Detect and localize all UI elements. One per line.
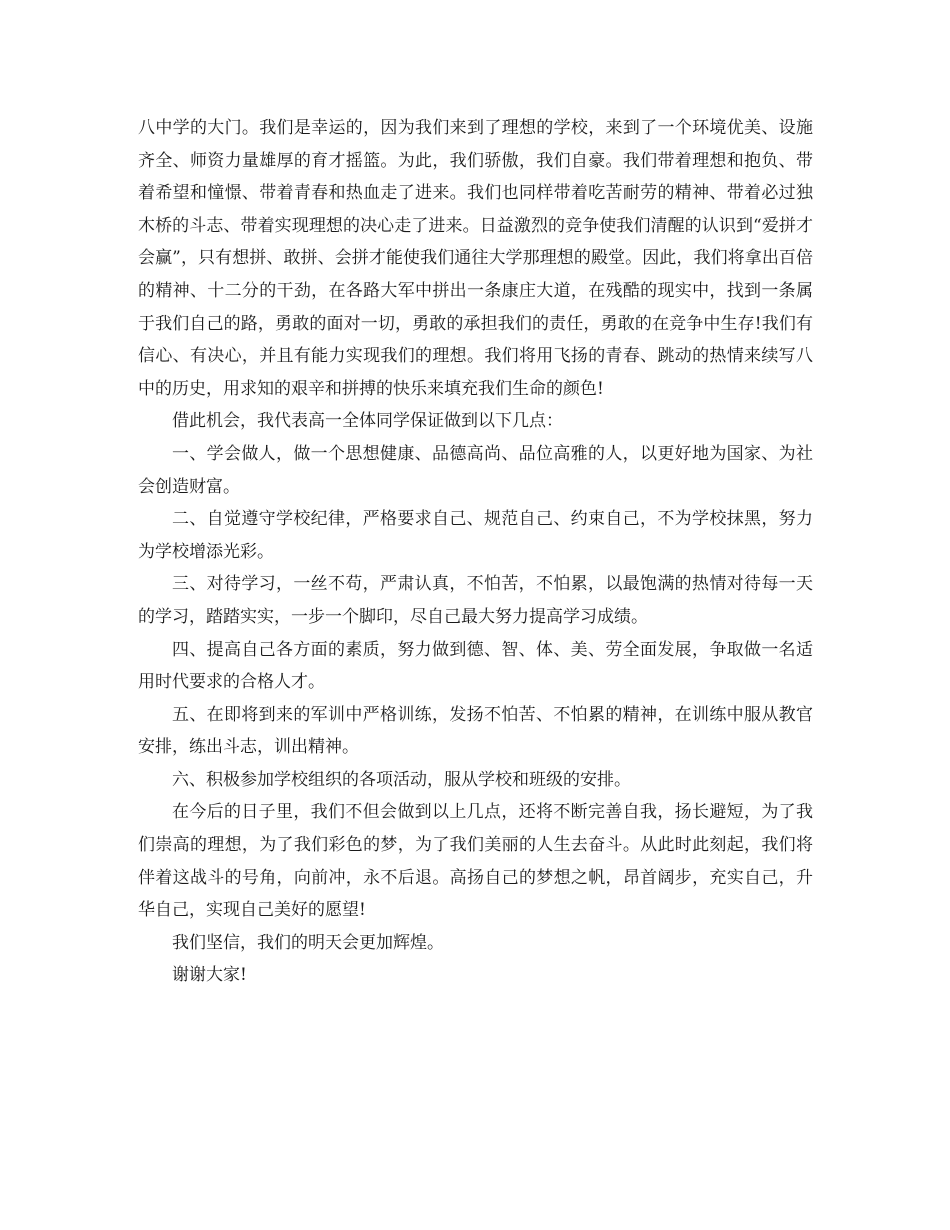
paragraph-continuation: 八中学的大门。我们是幸运的，因为我们来到了理想的学校，来到了一个环境优美、设施齐全、师资力量雄厚的育才摇篮。为此，我们骄傲，我们自豪。我们带着理想和抱负、带着希望和憧憬、带着青春和热血走了进来。我们也同样带着吃苦耐劳的精神、带着必过独木桥的斗志、带着实现理想的决心走了进来。日益激烈的竞争使我们清醒的认识到“爱拼才会赢”，只有想拼、敢拼、会拼才能使我们通往大学那理想的殿堂。因此，我们将拿出百倍的精神、十二分的干劲，在各路大军中拼出一条康庄大道，在残酷的现实中，找到一条属于我们自己的路，勇敢的面对一切，勇敢的承担我们的责任，勇敢的在竞争中生存!我们有信心、有决心，并且有能力实现我们的理想。我们将用飞扬的青春、跳动的热情来续写八中的历史，用求知的艰辛和拼搏的快乐来填充我们生命的颜色!: [138, 118, 813, 399]
body-text: [138, 112, 813, 992]
paragraph-item-1: 一、学会做人，做一个思想健康、品德高尚、品位高雅的人，以更好地为国家、为社会创造财富。: [138, 443, 813, 497]
paragraph-future: 在今后的日子里，我们不但会做到以上几点，还将不断完善自我，扬长避短，为了我们崇高的理想，为了我们彩色的梦，为了我们美丽的人生去奋斗。从此时此刻起，我们将伴着这战斗的号角，向前冲，永不后退。高扬自己的梦想之帆，昂首阔步，充实自己，升华自己，实现自己美好的愿望!: [138, 802, 813, 921]
paragraph-thanks: 谢谢大家!: [172, 965, 247, 986]
paragraph-item-4: 四、提高自己各方面的素质，努力做到德、智、体、美、劳全面发展，争取做一名适用时代要求的合格人才。: [138, 639, 813, 693]
paragraph-item-2: 二、自觉遵守学校纪律，严格要求自己、规范自己、约束自己，不为学校抹黑，努力为学校增添光彩。: [138, 509, 813, 562]
paragraph-pledge-intro: 借此机会，我代表高一全体同学保证做到以下几点：: [172, 411, 563, 432]
paragraph-item-5: 五、在即将到来的军训中严格训练，发扬不怕苦、不怕累的精神，在训练中服从教官安排，练出斗志，训出精神。: [138, 704, 813, 758]
paragraph-item-6: 六、积极参加学校组织的各项活动，服从学校和班级的安排。: [172, 769, 631, 790]
paragraph-belief: 我们坚信，我们的明天会更加辉煌。: [172, 932, 444, 953]
paragraph-item-3: 三、对待学习，一丝不苟，严肃认真，不怕苦，不怕累，以最饱满的热情对待每一天的学习，踏踏实实，一步一个脚印，尽自己最大努力提高学习成绩。: [138, 574, 813, 627]
